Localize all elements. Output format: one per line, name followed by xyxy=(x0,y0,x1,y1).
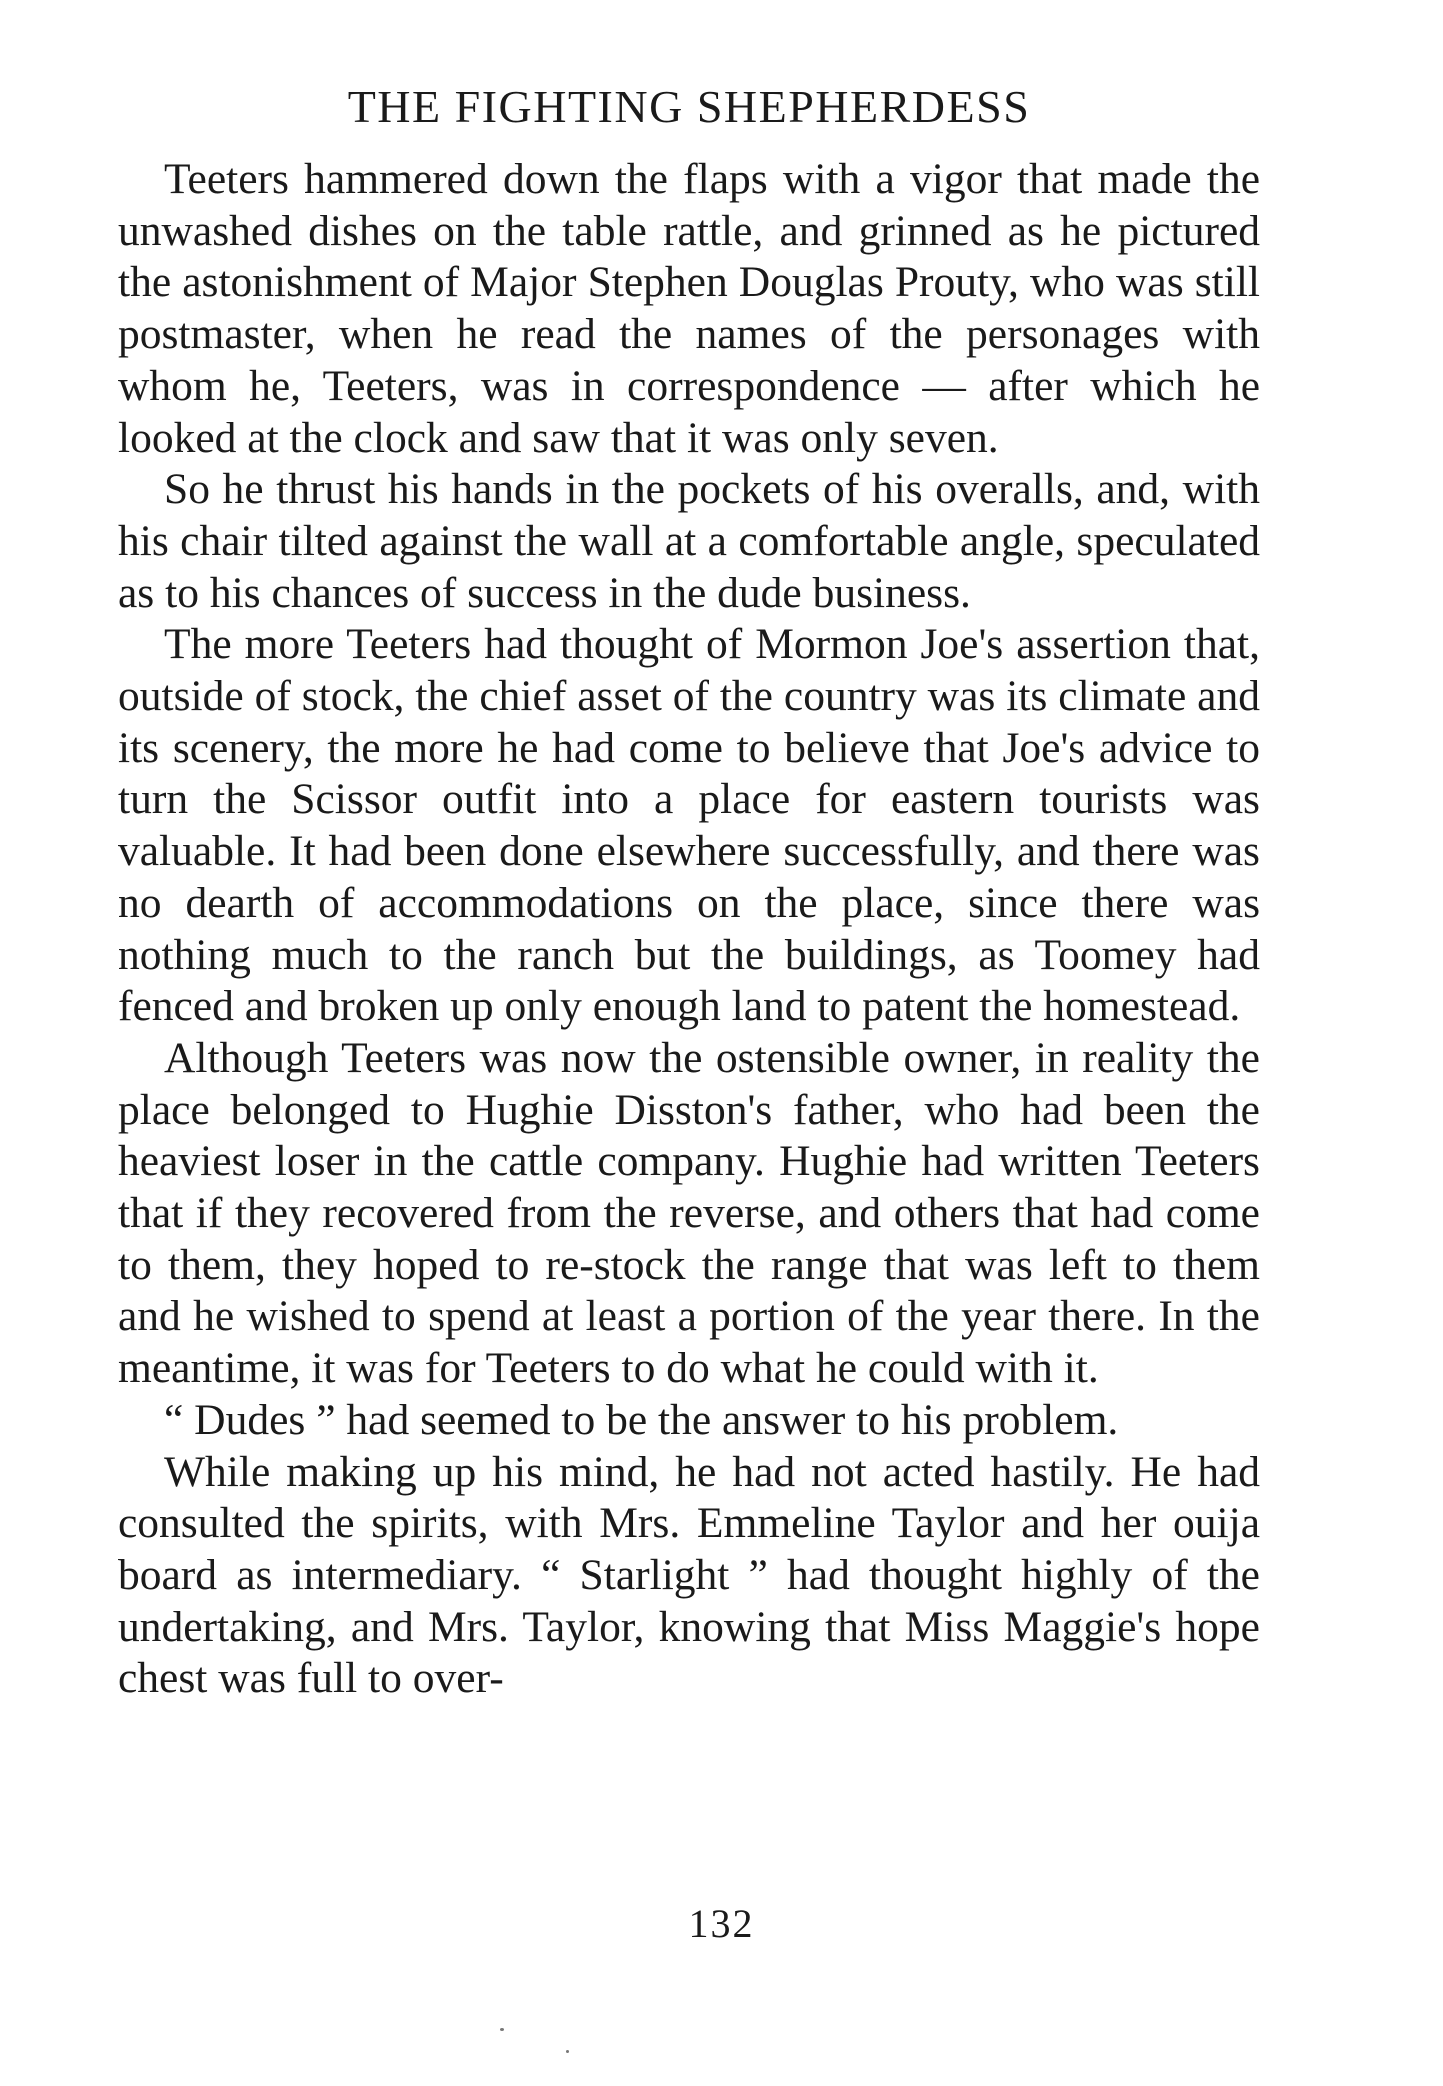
paragraph-1: Teeters hammered down the flaps with a vigor that made the unwashed dishes on the table rattle, and grinned as he pictured the astonishment of Major Stephen Douglas Prouty, who was still postmaster, when he read the names of the personages with whom he, Teeters, was in correspondence — after which he looked at the clock and saw that it was only seven. xyxy=(118,155,1260,462)
paragraph-6: While making up his mind, he had not acted hastily. He had consulted the spirits, with Mrs. Emmeline Taylor and her ouija board as intermediary. “ Starlight ” had thought highly of the undertaking, and Mrs. Taylor, knowing that Miss Maggie's hope chest was full to over- xyxy=(118,1447,1260,1703)
book-page xyxy=(118,80,1260,1705)
scan-speck xyxy=(500,2028,504,2031)
paragraph-4: Although Teeters was now the ostensible owner, in reality the place belonged to Hughie Disston's father, who had been the heaviest loser in the cattle company. Hughie had written Teeters that if they recovered from the reverse, and others that had come to them, they hoped to re-stock the range that was left to them and he wished to spend at least a portion of the year there. In the meantime, it was for Teeters to do what he could with it. xyxy=(118,1033,1260,1393)
scan-speck xyxy=(566,2050,569,2053)
page-number: 132 xyxy=(688,1901,755,1946)
paragraph-3: The more Teeters had thought of Mormon Joe's assertion that, outside of stock, the chief asset of the country was its climate and its scenery, the more he had come to believe that Joe's advice to turn the Scissor outfit into a place for eastern tourists was valuable. It had been done elsewhere successfully, and there was no dearth of accommodations on the place, since there was nothing much to the ranch but the buildings, as Toomey had fenced and broken up only enough land to patent the homestead. xyxy=(118,620,1260,1031)
paragraph-5: “ Dudes ” had seemed to be the answer to his problem. xyxy=(164,1395,1119,1444)
running-head: THE FIGHTING SHEPHERDESS xyxy=(347,81,1031,132)
paragraph-2: So he thrust his hands in the pockets of his overalls, and, with his chair tilted against the wall at a comfortable angle, speculated as to his chances of success in the dude business. xyxy=(118,465,1260,617)
